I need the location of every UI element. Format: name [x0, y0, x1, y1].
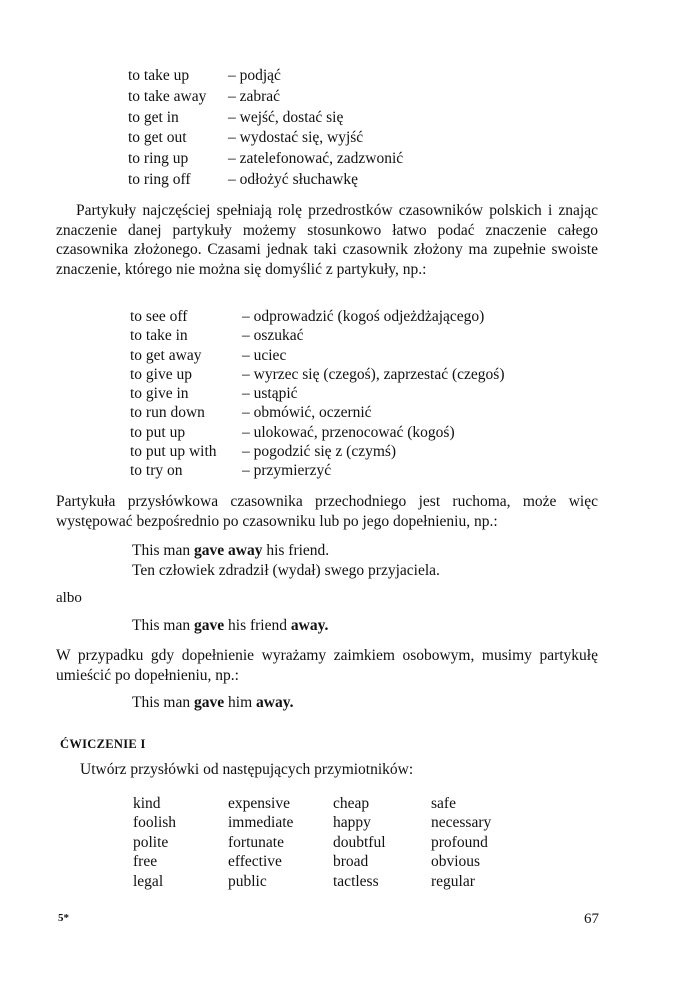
- vocab-english: to get away: [130, 346, 202, 364]
- example-text: his friend.: [262, 542, 330, 559]
- vocab-english: to put up: [130, 423, 186, 441]
- example-text: his friend: [224, 617, 291, 634]
- adjective-cell: regular: [431, 872, 475, 890]
- vocab-english: to see off: [130, 308, 188, 325]
- example-translation-1: [132, 561, 440, 581]
- adjective-grid: [133, 794, 531, 891]
- vocab-polish: – zabrać: [228, 87, 281, 105]
- adjective-cell: obvious: [431, 853, 481, 871]
- adjective-cell: necessary: [431, 814, 492, 832]
- vocab-row: [128, 108, 403, 129]
- vocab-polish: – wejść, dostać się: [228, 108, 344, 126]
- adjective-cell: tactless: [333, 872, 379, 890]
- phrasal-verb-list-1: [128, 66, 403, 191]
- vocab-english: to give up: [130, 365, 192, 383]
- vocab-row: [130, 403, 504, 422]
- example-text: him: [224, 694, 257, 711]
- adjective-cell: fortunate: [228, 833, 284, 851]
- vocab-english: to run down: [130, 404, 205, 422]
- vocab-row: [130, 326, 504, 345]
- vocab-row: [130, 346, 504, 365]
- adjective-cell: foolish: [133, 814, 177, 832]
- example-text: This man: [132, 694, 194, 711]
- vocab-english: to take up: [128, 67, 190, 84]
- example-sentence-2: [132, 616, 328, 636]
- vocab-polish: – przymierzyć: [242, 462, 332, 480]
- adjective-cell: kind: [133, 795, 161, 812]
- vocab-row: [128, 87, 403, 108]
- paragraph-text: Partykuły najczęściej spełniają rolę przedrostków czasowników polskich i znając znaczenie danej partykuły możemy stosunkowo łatwo podać znaczenie całego czasownika złożonego. Czasami jednak taki czasownik złożony ma zupełnie swoiste znaczenie, którego nie można się domyślić z partykuły, np.:: [56, 202, 598, 278]
- vocab-english: to get in: [128, 108, 179, 126]
- example-sentence-3: [132, 693, 293, 713]
- example-sentence-1: [132, 541, 329, 561]
- vocab-english: to take in: [130, 327, 188, 345]
- example-text: This man: [132, 542, 194, 559]
- paragraph-text: Partykuła przysłówkowa czasownika przechodniego jest ruchoma, może więc występować bezpośrednio po czasowniku lub po jego dopełnieniu, np.:: [56, 493, 598, 530]
- example-text: This man: [132, 617, 194, 634]
- vocab-english: to ring off: [128, 170, 191, 188]
- vocab-row: [130, 384, 504, 403]
- adjective-cell: happy: [333, 814, 371, 832]
- adjective-cell: public: [228, 872, 267, 890]
- vocab-polish: – odprowadzić (kogoś odjeżdżającego): [242, 308, 485, 325]
- adjective-cell: expensive: [228, 795, 290, 812]
- vocab-row: [130, 365, 504, 384]
- vocab-polish: – oszukać: [242, 327, 304, 345]
- vocab-polish: – obmówić, oczernić: [242, 404, 372, 422]
- vocab-row: [128, 66, 403, 87]
- example-translation-text: Ten człowiek zdradził (wydał) swego przyjaciela.: [132, 562, 440, 579]
- vocab-row: [128, 170, 403, 191]
- vocab-polish: – uciec: [242, 346, 287, 364]
- vocab-english: to take away: [128, 87, 207, 105]
- vocab-row: [130, 461, 504, 480]
- vocab-row: [128, 128, 403, 149]
- adjective-cell: free: [133, 853, 158, 871]
- example-bold-verb: gave: [194, 694, 225, 711]
- exercise-heading: ĆWICZENIE I: [60, 737, 146, 751]
- adjective-cell: legal: [133, 872, 164, 890]
- vocab-english: to ring up: [128, 150, 189, 168]
- adjective-cell: effective: [228, 853, 282, 871]
- vocab-row: [130, 307, 504, 326]
- vocab-english: to give in: [130, 385, 189, 403]
- vocab-polish: – zatelefonować, zadzwonić: [228, 150, 404, 168]
- adjective-cell: cheap: [333, 795, 370, 812]
- vocab-row: [128, 149, 403, 170]
- adjective-cell: doubtful: [333, 833, 386, 851]
- example-bold-verb: gave: [194, 617, 225, 634]
- page-number: 67: [584, 911, 599, 927]
- vocab-polish: – odłożyć słuchawkę: [228, 170, 358, 188]
- vocab-polish: – wydostać się, wyjść: [228, 129, 364, 147]
- paragraph-text: W przypadku gdy dopełnienie wyrażamy zaimkiem osobowym, musimy partykułę umieścić po dopełnieniu, np.:: [56, 647, 598, 684]
- albo-connector: albo: [56, 590, 82, 606]
- example-bold-particle: away.: [256, 694, 294, 711]
- vocab-english: to put up with: [130, 443, 217, 461]
- phrasal-verb-list-2: [130, 307, 504, 481]
- vocab-row: [130, 442, 504, 461]
- signature-mark: 5*: [58, 912, 69, 924]
- paragraph-pronoun-object: [56, 646, 598, 685]
- vocab-polish: – podjąć: [228, 67, 281, 84]
- vocab-polish: – wyrzec się (czegoś), zaprzestać (czegoś): [242, 365, 505, 383]
- adjective-cell: safe: [431, 795, 456, 812]
- adjective-cell: immediate: [228, 814, 294, 832]
- vocab-polish: – ulokować, przenocować (kogoś): [242, 423, 455, 441]
- paragraph-particles: [56, 201, 598, 279]
- adjective-cell: profound: [431, 833, 488, 851]
- example-bold-particle: away.: [290, 617, 329, 634]
- vocab-english: to try on: [130, 462, 183, 480]
- paragraph-movable-particle: [56, 492, 598, 531]
- vocab-english: to get out: [128, 129, 187, 147]
- example-bold-verb: gave away: [194, 542, 263, 559]
- exercise-instruction: Utwórz przysłówki od następujących przymiotników:: [80, 761, 414, 778]
- vocab-polish: – ustąpić: [242, 385, 298, 403]
- vocab-row: [130, 423, 504, 442]
- adjective-cell: polite: [133, 833, 169, 851]
- adjective-cell: broad: [333, 853, 369, 871]
- vocab-polish: – pogodzić się z (czymś): [242, 443, 397, 461]
